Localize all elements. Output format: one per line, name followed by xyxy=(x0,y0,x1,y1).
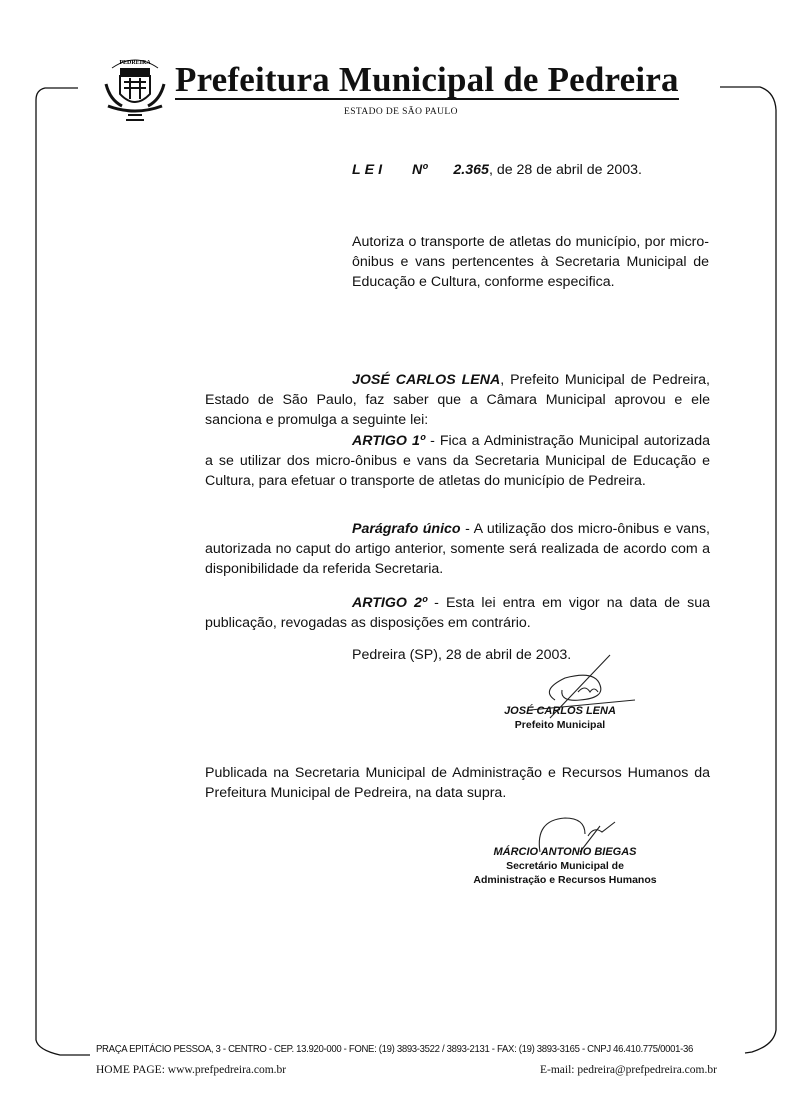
signatory-name: JOSÉ CARLOS LENA xyxy=(504,705,616,717)
mayor-name: JOSÉ CARLOS LENA xyxy=(352,372,501,388)
signatory-department: Administração e Recursos Humanos xyxy=(473,874,657,886)
signatory-name: MÁRCIO ANTONIO BIEGAS xyxy=(493,846,637,858)
header-subtitle: ESTADO DE SÃO PAULO xyxy=(344,107,458,117)
footer-email: E-mail: pedreira@prefpedreira.com.br xyxy=(540,1064,717,1076)
law-number-label: Nº xyxy=(412,162,428,178)
article-1 xyxy=(205,431,710,491)
svg-text:PEDREIRA: PEDREIRA xyxy=(119,60,151,66)
city-crest-logo xyxy=(100,54,170,126)
law-label: LEI xyxy=(352,162,387,178)
signatory-role: Secretário Municipal de xyxy=(506,860,624,872)
header-title: Prefeitura Municipal de Pedreira xyxy=(175,60,679,99)
article-2 xyxy=(205,593,710,633)
law-date: , de 28 de abril de 2003. xyxy=(488,162,642,178)
paragraph-text: , Prefeito Municipal de Pedreira, Estado de São Paulo, faz saber que a Câmara Municipal aprovou e ele sanciona e promulga a seguinte lei: xyxy=(205,372,710,428)
law-heading xyxy=(352,162,642,178)
law-summary: Autoriza o transporte de atletas do município, por micro-ônibus e vans pertencentes à Secretaria Municipal de Educação e Cultura, conforme especifica. xyxy=(352,234,709,290)
paragraph-text: - Fica a Administração Municipal autorizada a se utilizar dos micro-ônibus e vans da Secretaria Municipal de Educação e Cultura, para efetuar o transporte de atletas do município de Pedreira. xyxy=(205,433,710,489)
law-number: 2.365 xyxy=(453,162,489,178)
sole-paragraph-label: Parágrafo único xyxy=(352,521,461,537)
article-1-label: ARTIGO 1º xyxy=(352,433,426,449)
footer-homepage: HOME PAGE: www.prefpedreira.com.br xyxy=(96,1064,287,1076)
footer-address: PRAÇA EPITÁCIO PESSOA, 3 - CENTRO - CEP. 13.920-000 - FONE: (19) 3893-3522 / 3893-2131 - FAX: (19) 3893-3165 - CNPJ 46.410.775/0001-36 xyxy=(96,1044,693,1055)
signature-block-secretary xyxy=(440,845,690,887)
paragraph-text: - Esta lei entra em vigor na data de sua publicação, revogadas as disposições em contrário. xyxy=(205,595,710,631)
publication-note: Publicada na Secretaria Municipal de Administração e Recursos Humanos da Prefeitura Municipal de Pedreira, na data supra. xyxy=(205,765,710,801)
article-2-label: ARTIGO 2º xyxy=(352,595,428,611)
preamble-paragraph xyxy=(205,370,710,430)
sole-paragraph xyxy=(205,519,710,579)
paragraph-text: - A utilização dos micro-ônibus e vans, autorizada no caput do artigo anterior, somente será realizada de acordo com a disponibilidade da referida Secretaria. xyxy=(205,521,710,577)
signatory-role: Prefeito Municipal xyxy=(514,719,606,731)
signature-block-mayor xyxy=(480,704,640,732)
place-date: Pedreira (SP), 28 de abril de 2003. xyxy=(352,647,572,663)
